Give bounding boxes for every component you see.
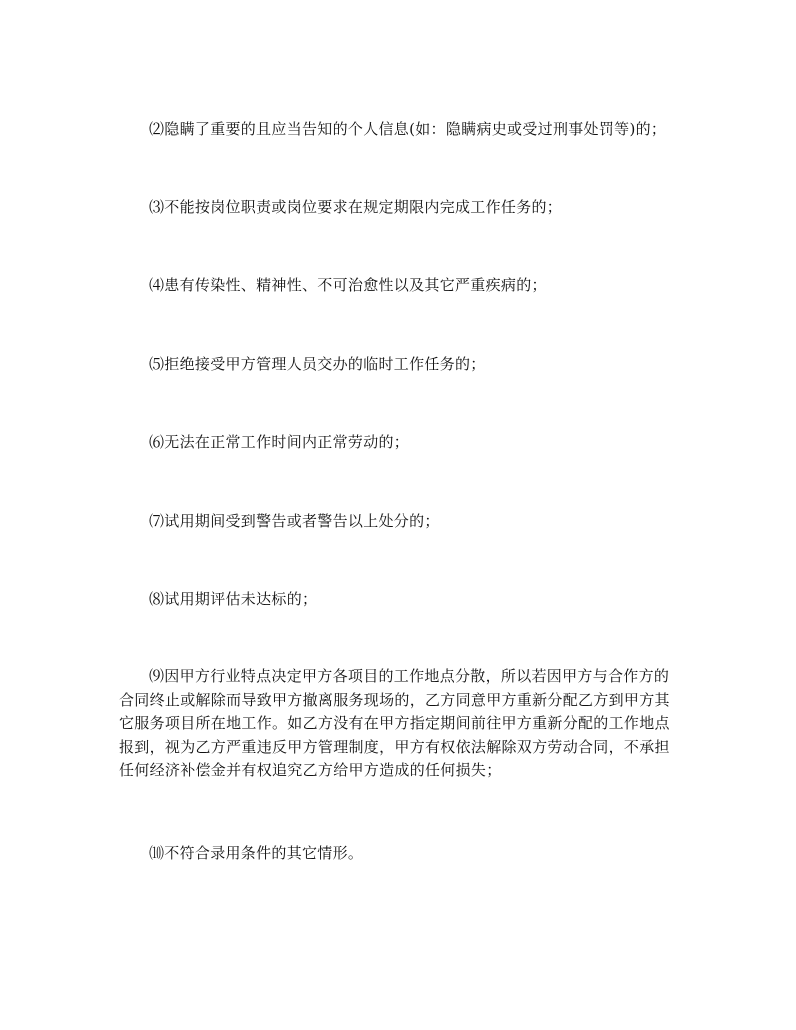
clause-9: ⑼因甲方行业特点决定甲方各项目的工作地点分散，所以若因甲方与合作方的合同终止或解除而导致甲方撤离服务现场的，乙方同意甲方重新分配乙方到甲方其它服务项目所在地工作。如乙方没有在甲方指定期间前往甲方重新分配的工作地点报到，视为乙方严重违反甲方管理制度，甲方有权依法解除双方劳动合同，不承担任何经济补偿金并有权追究乙方给甲方造成的任何损失； [119,667,670,779]
clause-6: ⑹无法在正常工作时间内正常劳动的； [149,433,410,451]
clause-8: ⑻试用期评估未达标的； [149,590,318,608]
clause-3: ⑶不能按岗位职责或岗位要求在规定期限内完成工作任务的； [149,198,563,216]
clause-10: ⑽不符合录用条件的其它情形。 [149,844,364,862]
clause-7: ⑺试用期间受到警告或者警告以上处分的； [149,512,440,530]
clause-4: ⑷患有传染性、精神性、不可治愈性以及其它严重疾病的； [149,276,547,294]
clause-5: ⑸拒绝接受甲方管理人员交办的临时工作任务的； [149,355,486,373]
clause-2: ⑵隐瞒了重要的且应当告知的个人信息(如：隐瞒病史或受过刑事处罚等)的； [149,120,667,138]
